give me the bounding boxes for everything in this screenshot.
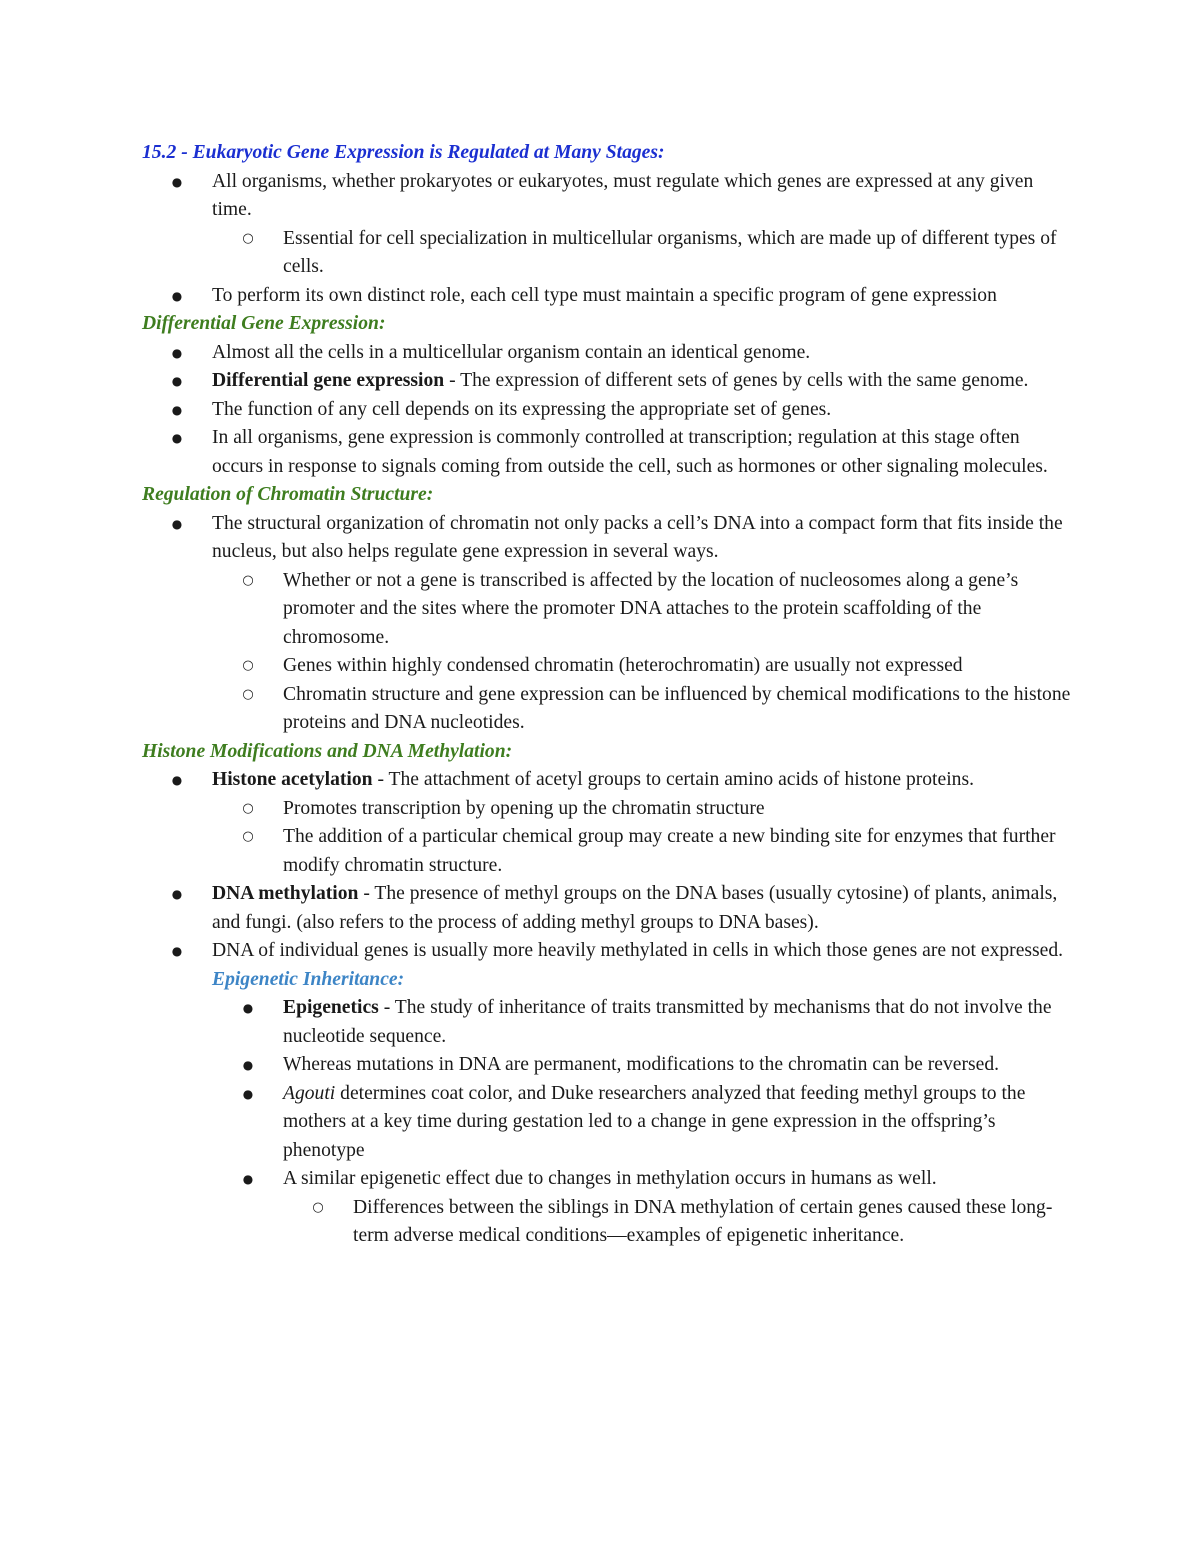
list-item <box>142 339 1072 368</box>
filled-bullet-icon: ● <box>242 1001 254 1015</box>
item-text: - The expression of different sets of genes by cells with the same genome. <box>444 370 1029 391</box>
list-item <box>142 880 1072 937</box>
filled-bullet-icon: ● <box>242 1172 254 1186</box>
item-text: The addition of a particular chemical group may create a new binding site for enzymes that further modify chromatin structure. <box>283 826 1056 876</box>
filled-bullet-icon: ● <box>171 288 183 303</box>
item-text: determines coat color, and Duke researchers analyzed that feeding methyl groups to the mothers at a key time during gestation led to a change in gene expression in the offspring’s phenotype <box>283 1082 1026 1161</box>
item-text: The function of any cell depends on its expressing the appropriate set of genes. <box>212 398 832 420</box>
item-text: Whereas mutations in DNA are permanent, modifications to the chromatin can be reversed. <box>283 1054 1000 1075</box>
filled-bullet-icon: ● <box>171 516 183 531</box>
hollow-bullet-icon: ○ <box>242 230 254 246</box>
list-item <box>142 652 1072 681</box>
list-item <box>142 168 1072 225</box>
item-text: - The attachment of acetyl groups to certain amino acids of histone proteins. <box>372 769 974 790</box>
list-item <box>142 396 1072 425</box>
list-item <box>142 994 1072 1051</box>
list-item <box>142 681 1072 738</box>
bullet-list <box>142 339 1072 482</box>
list-item <box>142 367 1072 396</box>
bullet-list <box>142 994 1072 1251</box>
hollow-bullet-icon: ○ <box>242 572 254 588</box>
bullet-list <box>142 766 1072 966</box>
hollow-bullet-icon: ○ <box>242 686 254 702</box>
item-text: Genes within highly condensed chromatin (heterochromatin) are usually not expressed <box>283 655 963 676</box>
section-heading: Regulation of Chromatin Structure: <box>142 484 434 505</box>
list-item <box>142 282 1072 311</box>
item-text: - The study of inheritance of traits transmitted by mechanisms that do not involve the nucleotide sequence. <box>283 997 1052 1047</box>
item-text: Almost all the cells in a multicellular organism contain an identical genome. <box>212 341 811 363</box>
item-text: Whether or not a gene is transcribed is affected by the location of nucleosomes along a gene’s promoter and the sites where the promoter DNA attaches to the protein scaffolding of the chromosome. <box>283 569 1019 648</box>
item-text: The structural organization of chromatin not only packs a cell’s DNA into a compact form that fits inside the nucleus, but also helps regulate gene expression in several ways. <box>212 512 1063 562</box>
list-item <box>142 766 1072 795</box>
item-text: Chromatin structure and gene expression can be influenced by chemical modifications to the histone proteins and DNA nucleotides. <box>283 683 1071 733</box>
list-item <box>142 510 1072 567</box>
hollow-bullet-icon: ○ <box>242 800 254 816</box>
list-item <box>142 567 1072 653</box>
document-body <box>142 139 1072 1251</box>
list-item <box>142 823 1072 880</box>
filled-bullet-icon: ● <box>171 402 183 417</box>
filled-bullet-icon: ● <box>242 1058 254 1072</box>
term: Epigenetics <box>283 997 379 1018</box>
list-item <box>142 937 1072 966</box>
item-text: DNA of individual genes is usually more heavily methylated in cells in which those genes are not expressed. <box>212 940 1064 961</box>
item-text: A similar epigenetic effect due to changes in methylation occurs in humans as well. <box>283 1168 937 1189</box>
filled-bullet-icon: ● <box>171 887 183 901</box>
main-heading: 15.2 - Eukaryotic Gene Expression is Regulated at Many Stages: <box>142 142 665 163</box>
item-text: To perform its own distinct role, each cell type must maintain a specific program of gene expression <box>212 284 997 306</box>
list-item <box>142 424 1072 481</box>
list-item <box>142 1194 1072 1251</box>
filled-bullet-icon: ● <box>171 174 183 189</box>
section-heading: Differential Gene Expression: <box>142 313 386 334</box>
term: Differential gene expression <box>212 370 445 391</box>
item-text: In all organisms, gene expression is commonly controlled at transcription; regulation at this stage often occurs in response to signals coming from outside the cell, such as hormones or other signaling molecules. <box>212 427 1048 477</box>
item-text: Promotes transcription by opening up the chromatin structure <box>283 797 765 819</box>
filled-bullet-icon: ● <box>171 944 183 958</box>
filled-bullet-icon: ● <box>171 431 183 445</box>
term: DNA methylation <box>212 883 359 904</box>
sub-heading: Epigenetic Inheritance: <box>212 968 405 990</box>
bullet-list <box>142 510 1072 738</box>
list-item <box>142 795 1072 824</box>
item-text: Essential for cell specialization in multicellular organisms, which are made up of different types of cells. <box>283 227 1057 277</box>
list-item <box>142 1051 1072 1080</box>
section-heading: Histone Modifications and DNA Methylation: <box>142 740 513 762</box>
hollow-bullet-icon: ○ <box>242 829 254 844</box>
italic-term: Agouti <box>283 1082 336 1104</box>
filled-bullet-icon: ● <box>171 773 183 787</box>
bullet-list <box>142 168 1072 311</box>
filled-bullet-icon: ● <box>171 345 183 360</box>
hollow-bullet-icon: ○ <box>242 658 254 673</box>
item-text: Differences between the siblings in DNA methylation of certain genes caused these long-term adverse medical conditions—examples of epigenetic inheritance. <box>353 1196 1053 1246</box>
item-text: All organisms, whether prokaryotes or eukaryotes, must regulate which genes are expressed at any given time. <box>212 170 1034 220</box>
term: Histone acetylation <box>212 769 373 790</box>
hollow-bullet-icon: ○ <box>312 1199 324 1215</box>
list-item <box>142 225 1072 282</box>
filled-bullet-icon: ● <box>171 374 183 388</box>
item-text: - The presence of methyl groups on the DNA bases (usually cytosine) of plants, animals, and fungi. (also refers to the process of adding methyl groups to DNA bases). <box>212 883 1058 933</box>
list-item <box>142 1165 1072 1194</box>
filled-bullet-icon: ● <box>242 1086 254 1101</box>
list-item <box>142 1080 1072 1166</box>
